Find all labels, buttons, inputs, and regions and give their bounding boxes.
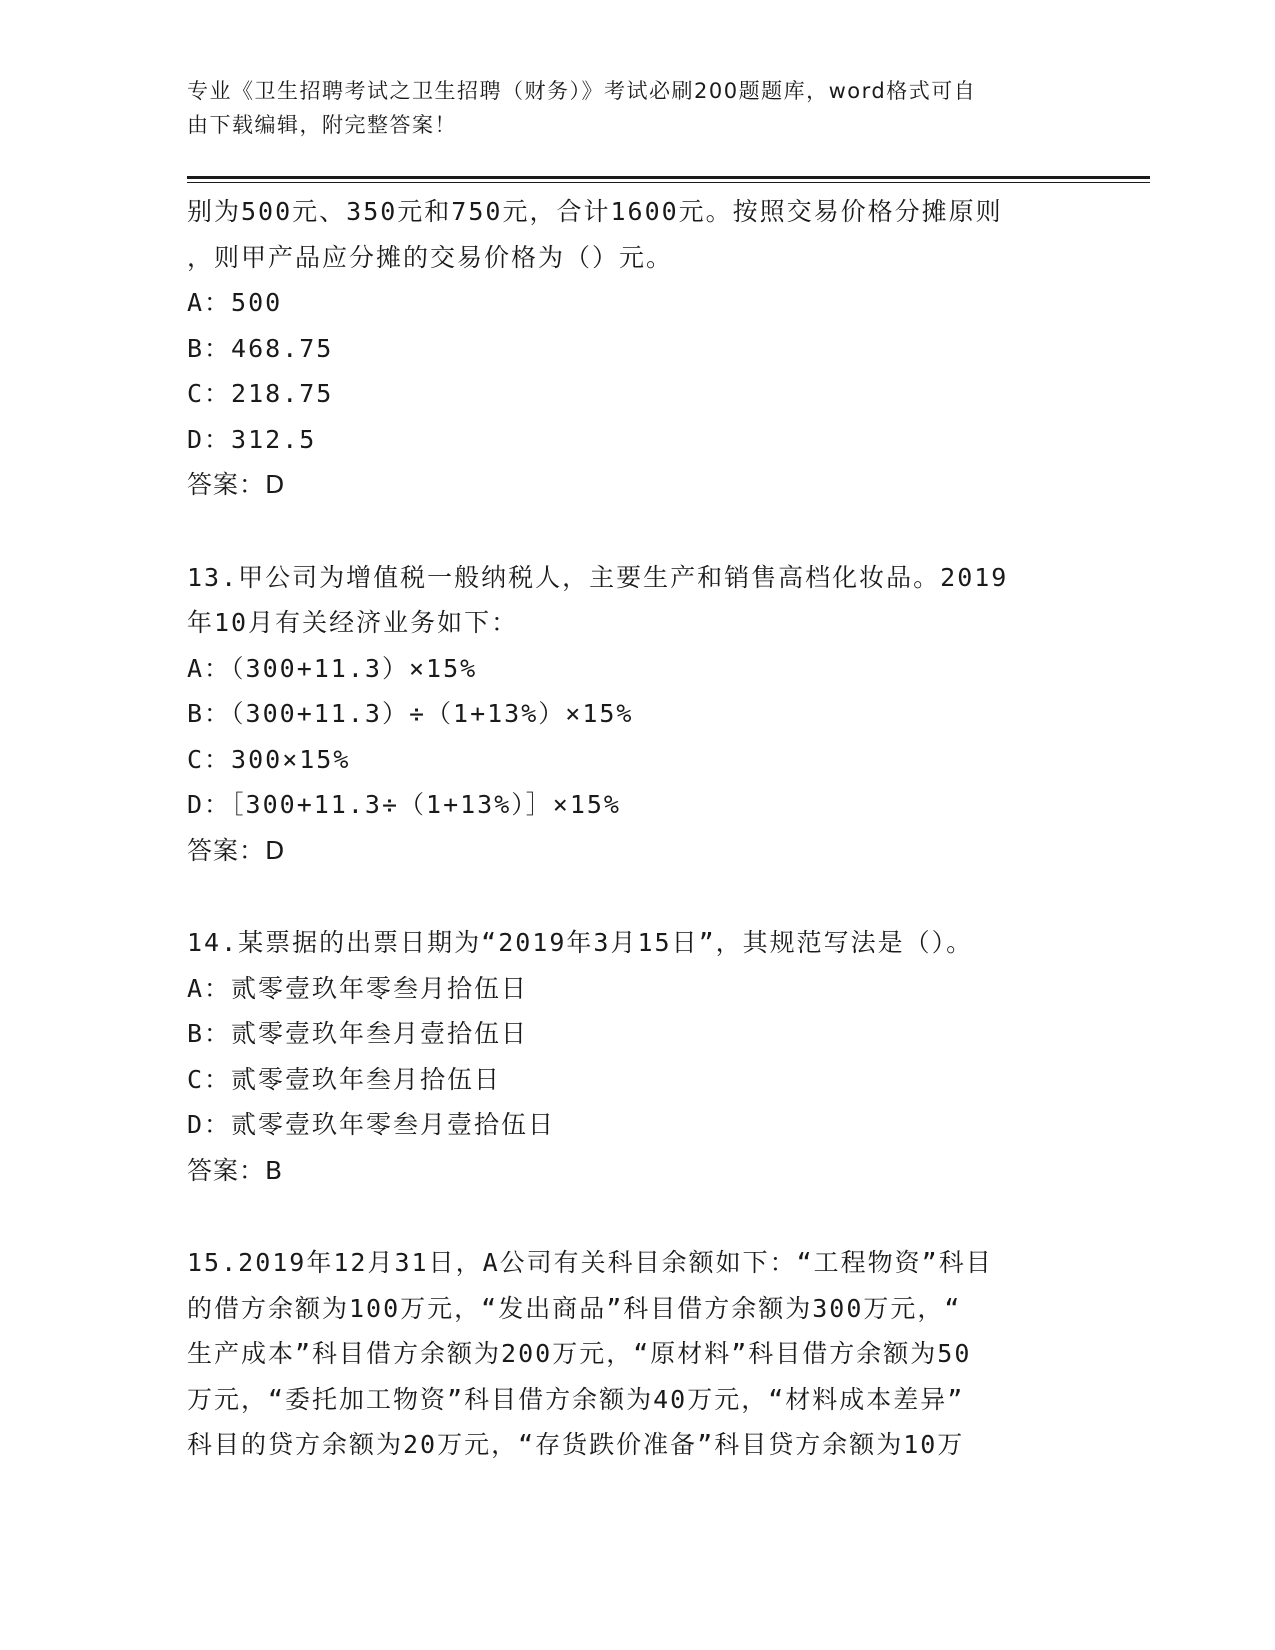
option-c: C：300×15%: [187, 744, 351, 774]
header-rule-thin: [187, 182, 1150, 183]
option-b: B：贰零壹玖年叁月壹拾伍日: [187, 1019, 529, 1048]
question-text-line: 14.某票据的出票日期为“2019年3月15日”，其规范写法是（）。: [187, 928, 974, 957]
question-text-line: 13.甲公司为增值税一般纳税人，主要生产和销售高档化妆品。2019: [187, 562, 1009, 592]
option-c: C：218.75: [187, 379, 334, 408]
question-gap: [187, 873, 1087, 920]
question-gap: [187, 508, 1087, 555]
option-b: B：（300+11.3）÷（1+13%）×15%: [187, 699, 634, 728]
question-text-line: 科目的贷方余额为20万元，“存货跌价准备”科目贷方余额为10万: [187, 1430, 965, 1459]
question-text-line: 年10月有关经济业务如下：: [187, 608, 519, 637]
answer: 答案：D: [187, 835, 286, 865]
option-d: D：［300+11.3÷（1+13%）］×15%: [187, 790, 621, 819]
question-14: [187, 920, 1087, 1193]
question-15: [187, 1240, 1087, 1468]
answer: 答案：D: [187, 470, 286, 499]
header-line: 专业《卫生招聘考试之卫生招聘（财务）》考试必刷200题题库，word格式可自: [187, 79, 977, 103]
question-12: [187, 189, 1087, 508]
option-b: B：468.75: [187, 333, 334, 363]
question-text-line: 15.2019年12月31日，A公司有关科目余额如下：“工程物资”科目: [187, 1248, 993, 1277]
option-d: D：312.5: [187, 424, 317, 454]
question-text-line: 的借方余额为100万元，“发出商品”科目借方余额为300万元，“: [187, 1293, 962, 1323]
answer: 答案：B: [187, 1155, 284, 1185]
question-text-line: 万元，“委托加工物资”科目借方余额为40万元，“材料成本差异”: [187, 1384, 965, 1414]
header-rule-thick: [187, 176, 1150, 179]
option-a: A：500: [187, 288, 283, 317]
option-a: A：贰零壹玖年零叁月拾伍日: [187, 973, 529, 1003]
question-text-line: 生产成本”科目借方余额为200万元，“原材料”科目借方余额为50: [187, 1339, 972, 1368]
option-d: D：贰零壹玖年零叁月壹拾伍日: [187, 1110, 556, 1139]
header-line: 由下载编辑，附完整答案！: [187, 113, 457, 137]
question-content: [187, 189, 1087, 1468]
question-text-line: ，则甲产品应分摊的交易价格为（）元。: [187, 242, 674, 272]
document-header: [187, 74, 1067, 142]
question-text-line: 别为500元、350元和750元，合计1600元。按照交易价格分摊原则: [187, 197, 1003, 226]
option-c: C：贰零壹玖年叁月拾伍日: [187, 1064, 502, 1094]
question-gap: [187, 1193, 1087, 1240]
question-13: [187, 555, 1087, 874]
option-a: A：（300+11.3）×15%: [187, 653, 478, 683]
